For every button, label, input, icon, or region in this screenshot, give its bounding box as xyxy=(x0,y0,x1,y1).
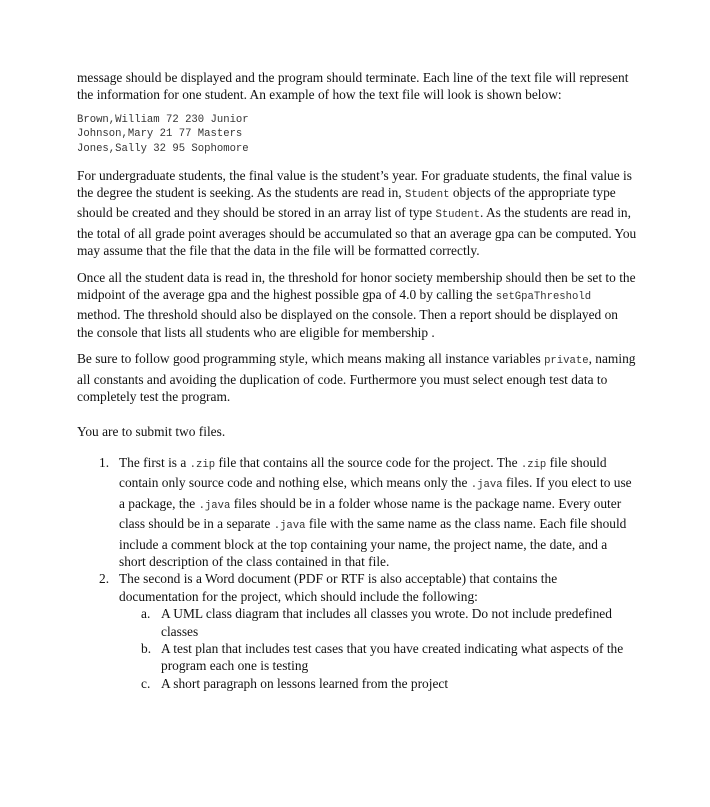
sublist-item: b. A test plan that includes test cases that you have created indicating what aspects of the program each one is testing xyxy=(141,640,624,674)
code-java: .java xyxy=(470,479,503,492)
code-java: .java xyxy=(273,520,306,533)
sample-line: Johnson,Mary 21 77 Masters xyxy=(77,128,243,141)
sample-file-block xyxy=(77,113,637,157)
sublist-letter: a. xyxy=(141,606,151,622)
paragraph-threshold: Once all the student data is read in, the threshold for honor society membership should then be set to the midpoint of the average gpa and the highest possible gpa of 4.0 by calling the setGpaThreshold method. The threshold should also be displayed on the console. Then a report should be displayed on the console that lists all students who are eligible for membership . xyxy=(77,269,636,340)
list-item: 2. The second is a Word document (PDF or RTF is also acceptable) that contains the documentation for the project, which should include the following: a. A UML class diagram that includes all classes you wrote. Do not include predefined classes b. A test plan that includes test cases that you have created indicating what aspects of the program each one is testing c. A short paragraph on lessons learned from the project xyxy=(119,570,637,692)
list-number: 2. xyxy=(99,571,110,587)
document-page xyxy=(77,69,637,692)
sample-line: Brown,William 72 230 Junior xyxy=(77,113,249,126)
sublist-letter: c. xyxy=(141,675,151,691)
paragraph-file-format: message should be displayed and the program should terminate. Each line of the text file will represent the information for one student. An example of how the text file will look is shown below: xyxy=(77,70,629,103)
sublist-letter: b. xyxy=(141,640,152,656)
list-number: 1. xyxy=(99,454,110,470)
sublist-item: c. A short paragraph on lessons learned from the project xyxy=(141,675,449,691)
code-set-gpa-threshold: setGpaThreshold xyxy=(495,291,592,304)
code-student: Student xyxy=(435,209,480,222)
paragraph-student-objects: For undergraduate students, the final value is the student’s year. For graduate students, the final value is the degree the student is seeking. As the students are read in, Student objects of the appropriate type should be created and they should be stored in an array list of type Student. As the students are read in, the total of all grade point averages should be accumulated so that an average gpa can be computed. You may assume that the file that the data in the file will be formatted correctly. xyxy=(77,167,637,259)
code-zip: .zip xyxy=(189,458,216,471)
code-java: .java xyxy=(198,499,231,512)
code-zip: .zip xyxy=(520,458,547,471)
code-student: Student xyxy=(404,189,450,201)
code-private: private xyxy=(544,355,589,368)
sample-line: Jones,Sally 32 95 Sophomore xyxy=(77,143,249,155)
sublist-item: a. A UML class diagram that includes all classes you wrote. Do not include predefined classes xyxy=(141,606,612,639)
paragraph-programming-style: Be sure to follow good programming style, which means making all instance variables private, naming all constants and avoiding the duplication of code. Furthermore you must select enough test data to completely test the program. xyxy=(77,351,636,405)
submission-list xyxy=(77,454,637,692)
documentation-sublist xyxy=(119,605,637,692)
list-item: 1. The first is a .zip file that contains all the source code for the project. The .zip file should contain only source code and nothing else, which means only the .java files. If you elect to use a package, the .java files should be in a folder whose name is the package name. Every outer class should be in a separate .java file with the same name as the class name. Each file should include a comment block at the top containing your name, the project name, the date, and a short description of the class contained in that file. xyxy=(99,454,632,569)
paragraph-submit-files: You are to submit two files. xyxy=(77,424,226,440)
